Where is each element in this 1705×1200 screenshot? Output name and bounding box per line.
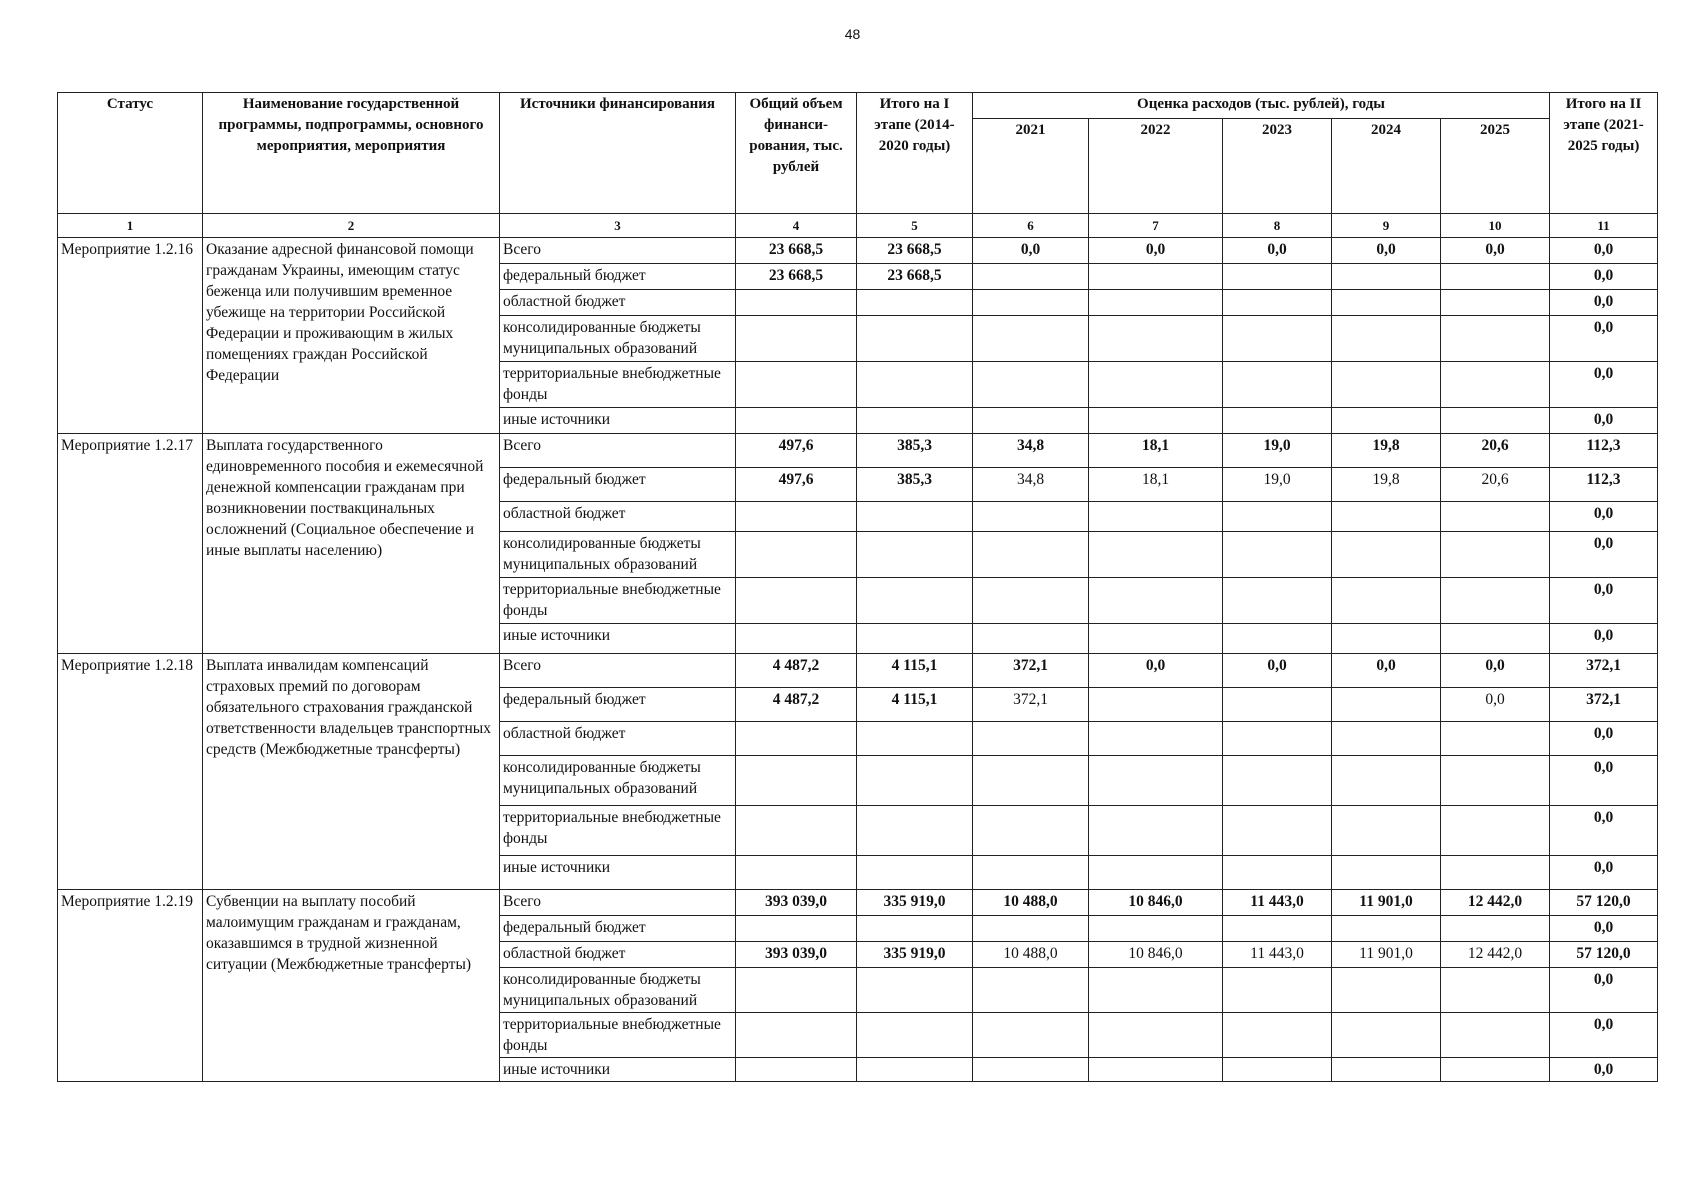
value-cell-y2022	[1089, 578, 1223, 624]
value-cell-y2023: 11 443,0	[1223, 942, 1332, 968]
value-cell-y2025	[1441, 756, 1550, 806]
value-cell-y2021	[973, 968, 1089, 1013]
value-cell-stage1	[857, 806, 973, 856]
activity-name-cell: Субвенции на выплату пособий малоимущим гражданам и гражданам, оказавшимся в трудной жизненной ситуации (Межбюджетные трансферты)	[203, 890, 500, 1082]
value-cell-total: 393 039,0	[736, 942, 857, 968]
source-cell: областной бюджет	[500, 942, 736, 968]
column-number: 7	[1089, 214, 1223, 238]
value-cell-y2024: 11 901,0	[1332, 890, 1441, 916]
table-row	[58, 434, 1658, 468]
value-cell-stage2: 0,0	[1550, 290, 1658, 316]
table-row	[58, 654, 1658, 688]
column-number: 9	[1332, 214, 1441, 238]
value-cell-y2024	[1332, 1013, 1441, 1058]
source-cell: Всего	[500, 238, 736, 264]
financing-table	[57, 92, 1658, 1082]
value-cell-y2021: 34,8	[973, 434, 1089, 468]
header-total-volume: Общий объем финанси-рования, тыс. рублей	[736, 93, 857, 214]
table-row	[58, 890, 1658, 916]
value-cell-y2022	[1089, 806, 1223, 856]
value-cell-y2022	[1089, 264, 1223, 290]
table-body	[58, 214, 1658, 1082]
value-cell-y2022: 0,0	[1089, 654, 1223, 688]
value-cell-y2021: 10 488,0	[973, 890, 1089, 916]
source-cell: иные источники	[500, 1058, 736, 1082]
value-cell-total	[736, 624, 857, 654]
value-cell-total	[736, 1013, 857, 1058]
value-cell-stage2: 0,0	[1550, 806, 1658, 856]
value-cell-y2025	[1441, 532, 1550, 578]
value-cell-y2021: 372,1	[973, 688, 1089, 722]
value-cell-y2022	[1089, 362, 1223, 408]
value-cell-y2022	[1089, 916, 1223, 942]
value-cell-stage1: 385,3	[857, 434, 973, 468]
value-cell-stage1	[857, 408, 973, 434]
value-cell-stage1	[857, 624, 973, 654]
header-year-2023: 2023	[1223, 118, 1332, 213]
header-year-2022: 2022	[1089, 118, 1223, 213]
column-number: 11	[1550, 214, 1658, 238]
value-cell-stage2: 112,3	[1550, 434, 1658, 468]
value-cell-stage1: 4 115,1	[857, 654, 973, 688]
value-cell-total: 4 487,2	[736, 688, 857, 722]
value-cell-y2024	[1332, 316, 1441, 362]
value-cell-y2022	[1089, 688, 1223, 722]
column-number: 3	[500, 214, 736, 238]
value-cell-stage2: 0,0	[1550, 624, 1658, 654]
header-stage2: Итого на II этапе (2021-2025 годы)	[1550, 93, 1658, 214]
column-number: 1	[58, 214, 203, 238]
value-cell-y2024	[1332, 916, 1441, 942]
status-cell: Мероприятие 1.2.19	[58, 890, 203, 1082]
value-cell-y2023	[1223, 362, 1332, 408]
source-cell: консолидированные бюджеты муниципальных образований	[500, 756, 736, 806]
activity-name-cell: Выплата инвалидам компенсаций страховых премий по договорам обязательного страхования гражданской ответственности владельцев транспортных средств (Межбюджетные трансферты)	[203, 654, 500, 890]
value-cell-stage2: 0,0	[1550, 756, 1658, 806]
value-cell-y2021	[973, 806, 1089, 856]
value-cell-y2025	[1441, 502, 1550, 532]
value-cell-y2024	[1332, 806, 1441, 856]
value-cell-total	[736, 806, 857, 856]
value-cell-y2022	[1089, 624, 1223, 654]
value-cell-stage2: 0,0	[1550, 532, 1658, 578]
value-cell-y2022: 18,1	[1089, 468, 1223, 502]
value-cell-y2023	[1223, 502, 1332, 532]
value-cell-y2021	[973, 722, 1089, 756]
status-cell: Мероприятие 1.2.16	[58, 238, 203, 434]
value-cell-y2023: 19,0	[1223, 434, 1332, 468]
value-cell-y2023: 0,0	[1223, 238, 1332, 264]
source-cell: территориальные внебюджетные фонды	[500, 806, 736, 856]
value-cell-stage2: 112,3	[1550, 468, 1658, 502]
value-cell-stage2: 372,1	[1550, 654, 1658, 688]
source-cell: федеральный бюджет	[500, 916, 736, 942]
value-cell-y2024: 0,0	[1332, 654, 1441, 688]
value-cell-y2025	[1441, 968, 1550, 1013]
source-cell: территориальные внебюджетные фонды	[500, 1013, 736, 1058]
value-cell-y2021	[973, 578, 1089, 624]
value-cell-y2024	[1332, 408, 1441, 434]
value-cell-y2025	[1441, 264, 1550, 290]
value-cell-y2024	[1332, 968, 1441, 1013]
value-cell-y2021: 0,0	[973, 238, 1089, 264]
value-cell-stage2: 0,0	[1550, 1013, 1658, 1058]
value-cell-stage1	[857, 1058, 973, 1082]
value-cell-stage1	[857, 916, 973, 942]
value-cell-stage2: 0,0	[1550, 316, 1658, 362]
value-cell-y2023	[1223, 688, 1332, 722]
value-cell-stage1: 335 919,0	[857, 890, 973, 916]
column-number-row	[58, 214, 1658, 238]
value-cell-stage2: 0,0	[1550, 238, 1658, 264]
value-cell-stage1: 385,3	[857, 468, 973, 502]
value-cell-y2023: 0,0	[1223, 654, 1332, 688]
source-cell: Всего	[500, 890, 736, 916]
value-cell-stage1	[857, 532, 973, 578]
value-cell-y2022	[1089, 502, 1223, 532]
value-cell-stage2: 0,0	[1550, 408, 1658, 434]
value-cell-y2021	[973, 1058, 1089, 1082]
value-cell-y2023	[1223, 806, 1332, 856]
source-cell: иные источники	[500, 408, 736, 434]
value-cell-y2024	[1332, 532, 1441, 578]
value-cell-y2023: 19,0	[1223, 468, 1332, 502]
column-number: 8	[1223, 214, 1332, 238]
header-status: Статус	[58, 93, 203, 214]
source-cell: Всего	[500, 434, 736, 468]
value-cell-y2025: 0,0	[1441, 688, 1550, 722]
value-cell-y2021: 10 488,0	[973, 942, 1089, 968]
value-cell-y2025	[1441, 856, 1550, 890]
value-cell-total	[736, 316, 857, 362]
value-cell-stage1	[857, 578, 973, 624]
value-cell-y2024	[1332, 688, 1441, 722]
value-cell-stage2: 0,0	[1550, 856, 1658, 890]
value-cell-y2022	[1089, 1013, 1223, 1058]
value-cell-y2023	[1223, 532, 1332, 578]
value-cell-y2022	[1089, 532, 1223, 578]
value-cell-stage1	[857, 968, 973, 1013]
value-cell-total: 497,6	[736, 468, 857, 502]
value-cell-stage1	[857, 856, 973, 890]
source-cell: федеральный бюджет	[500, 468, 736, 502]
value-cell-y2022	[1089, 968, 1223, 1013]
value-cell-y2024: 19,8	[1332, 468, 1441, 502]
value-cell-y2021: 34,8	[973, 468, 1089, 502]
value-cell-y2023: 11 443,0	[1223, 890, 1332, 916]
value-cell-y2022	[1089, 856, 1223, 890]
value-cell-y2024	[1332, 1058, 1441, 1082]
source-cell: иные источники	[500, 856, 736, 890]
value-cell-y2021	[973, 532, 1089, 578]
value-cell-y2022: 10 846,0	[1089, 942, 1223, 968]
value-cell-y2022	[1089, 756, 1223, 806]
page-number: 48	[844, 26, 861, 42]
value-cell-y2025	[1441, 316, 1550, 362]
value-cell-y2025	[1441, 1013, 1550, 1058]
value-cell-y2021	[973, 756, 1089, 806]
value-cell-y2024	[1332, 756, 1441, 806]
value-cell-y2024: 11 901,0	[1332, 942, 1441, 968]
value-cell-stage1	[857, 502, 973, 532]
value-cell-total	[736, 290, 857, 316]
value-cell-stage1	[857, 362, 973, 408]
source-cell: федеральный бюджет	[500, 688, 736, 722]
header-year-2021: 2021	[973, 118, 1089, 213]
value-cell-stage2: 0,0	[1550, 916, 1658, 942]
status-cell: Мероприятие 1.2.17	[58, 434, 203, 654]
value-cell-y2023	[1223, 1058, 1332, 1082]
source-cell: консолидированные бюджеты муниципальных образований	[500, 968, 736, 1013]
value-cell-y2025: 0,0	[1441, 238, 1550, 264]
value-cell-y2022: 0,0	[1089, 238, 1223, 264]
value-cell-total	[736, 502, 857, 532]
value-cell-y2025	[1441, 1058, 1550, 1082]
value-cell-y2021	[973, 362, 1089, 408]
value-cell-stage2: 57 120,0	[1550, 890, 1658, 916]
header-estimate: Оценка расходов (тыс. рублей), годы	[973, 93, 1550, 119]
value-cell-y2023	[1223, 968, 1332, 1013]
value-cell-y2023	[1223, 856, 1332, 890]
column-number: 5	[857, 214, 973, 238]
value-cell-y2022	[1089, 408, 1223, 434]
value-cell-y2022	[1089, 316, 1223, 362]
value-cell-stage1	[857, 1013, 973, 1058]
value-cell-total: 497,6	[736, 434, 857, 468]
value-cell-stage1	[857, 756, 973, 806]
column-number: 6	[973, 214, 1089, 238]
activity-name-cell: Оказание адресной финансовой помощи гражданам Украины, имеющим статус беженца или получившим временное убежище на территории Российской Федерации и проживающим в жилых помещениях граждан Российской Федерации	[203, 238, 500, 434]
value-cell-total	[736, 856, 857, 890]
value-cell-stage2: 0,0	[1550, 502, 1658, 532]
value-cell-y2025	[1441, 408, 1550, 434]
value-cell-total: 23 668,5	[736, 264, 857, 290]
header-year-2024: 2024	[1332, 118, 1441, 213]
value-cell-y2025: 0,0	[1441, 654, 1550, 688]
value-cell-y2023	[1223, 722, 1332, 756]
value-cell-y2022: 18,1	[1089, 434, 1223, 468]
value-cell-y2025	[1441, 290, 1550, 316]
value-cell-stage2: 0,0	[1550, 264, 1658, 290]
value-cell-y2023	[1223, 290, 1332, 316]
source-cell: Всего	[500, 654, 736, 688]
value-cell-y2021	[973, 624, 1089, 654]
value-cell-y2024	[1332, 624, 1441, 654]
value-cell-y2025	[1441, 624, 1550, 654]
value-cell-y2022: 10 846,0	[1089, 890, 1223, 916]
value-cell-stage1: 23 668,5	[857, 238, 973, 264]
value-cell-stage1: 23 668,5	[857, 264, 973, 290]
value-cell-total	[736, 1058, 857, 1082]
value-cell-stage2: 0,0	[1550, 1058, 1658, 1082]
value-cell-y2025	[1441, 806, 1550, 856]
value-cell-y2024	[1332, 362, 1441, 408]
value-cell-y2021	[973, 1013, 1089, 1058]
value-cell-stage2: 57 120,0	[1550, 942, 1658, 968]
source-cell: консолидированные бюджеты муниципальных образований	[500, 316, 736, 362]
value-cell-total	[736, 916, 857, 942]
status-cell: Мероприятие 1.2.18	[58, 654, 203, 890]
source-cell: иные источники	[500, 624, 736, 654]
value-cell-stage1	[857, 722, 973, 756]
value-cell-y2024	[1332, 578, 1441, 624]
value-cell-y2022	[1089, 290, 1223, 316]
value-cell-y2024: 19,8	[1332, 434, 1441, 468]
value-cell-y2024	[1332, 290, 1441, 316]
header-name: Наименование государственной программы, подпрограммы, основного мероприятия, мероприятия	[203, 93, 500, 214]
value-cell-total: 4 487,2	[736, 654, 857, 688]
value-cell-y2025: 20,6	[1441, 468, 1550, 502]
table-row	[58, 238, 1658, 264]
value-cell-y2021	[973, 856, 1089, 890]
value-cell-stage1	[857, 316, 973, 362]
value-cell-stage1: 4 115,1	[857, 688, 973, 722]
value-cell-y2025	[1441, 916, 1550, 942]
value-cell-stage1: 335 919,0	[857, 942, 973, 968]
value-cell-y2021	[973, 290, 1089, 316]
value-cell-y2025	[1441, 578, 1550, 624]
value-cell-total	[736, 722, 857, 756]
value-cell-stage2: 0,0	[1550, 722, 1658, 756]
value-cell-total	[736, 532, 857, 578]
value-cell-y2021	[973, 408, 1089, 434]
value-cell-total	[736, 408, 857, 434]
value-cell-y2023	[1223, 408, 1332, 434]
value-cell-y2023	[1223, 916, 1332, 942]
activity-name-cell: Выплата государственного единовременного пособия и ежемесячной денежной компенсации гражданам при возникновении поствакцинальных осложнений (Социальное обеспечение и иные выплаты населению)	[203, 434, 500, 654]
value-cell-y2023	[1223, 624, 1332, 654]
source-cell: территориальные внебюджетные фонды	[500, 578, 736, 624]
value-cell-y2025	[1441, 722, 1550, 756]
value-cell-y2021	[973, 316, 1089, 362]
header-stage1: Итого на I этапе (2014-2020 годы)	[857, 93, 973, 214]
value-cell-total	[736, 756, 857, 806]
value-cell-total	[736, 362, 857, 408]
value-cell-y2024	[1332, 722, 1441, 756]
value-cell-stage2: 372,1	[1550, 688, 1658, 722]
source-cell: областной бюджет	[500, 502, 736, 532]
value-cell-y2024: 0,0	[1332, 238, 1441, 264]
value-cell-total	[736, 968, 857, 1013]
value-cell-y2025	[1441, 362, 1550, 408]
value-cell-y2024	[1332, 264, 1441, 290]
value-cell-stage1	[857, 290, 973, 316]
value-cell-y2023	[1223, 1013, 1332, 1058]
value-cell-y2024	[1332, 856, 1441, 890]
value-cell-y2024	[1332, 502, 1441, 532]
value-cell-y2023	[1223, 756, 1332, 806]
value-cell-y2025: 12 442,0	[1441, 942, 1550, 968]
value-cell-stage2: 0,0	[1550, 578, 1658, 624]
value-cell-total: 393 039,0	[736, 890, 857, 916]
value-cell-y2022	[1089, 1058, 1223, 1082]
header-year-2025: 2025	[1441, 118, 1550, 213]
source-cell: областной бюджет	[500, 290, 736, 316]
value-cell-y2021: 372,1	[973, 654, 1089, 688]
source-cell: консолидированные бюджеты муниципальных образований	[500, 532, 736, 578]
value-cell-y2021	[973, 502, 1089, 532]
value-cell-y2023	[1223, 316, 1332, 362]
value-cell-stage2: 0,0	[1550, 968, 1658, 1013]
value-cell-y2021	[973, 916, 1089, 942]
column-number: 4	[736, 214, 857, 238]
value-cell-y2023	[1223, 578, 1332, 624]
value-cell-y2023	[1223, 264, 1332, 290]
value-cell-y2025: 12 442,0	[1441, 890, 1550, 916]
column-number: 2	[203, 214, 500, 238]
column-number: 10	[1441, 214, 1550, 238]
source-cell: территориальные внебюджетные фонды	[500, 362, 736, 408]
value-cell-stage2: 0,0	[1550, 362, 1658, 408]
source-cell: областной бюджет	[500, 722, 736, 756]
value-cell-y2021	[973, 264, 1089, 290]
value-cell-total: 23 668,5	[736, 238, 857, 264]
source-cell: федеральный бюджет	[500, 264, 736, 290]
value-cell-total	[736, 578, 857, 624]
value-cell-y2025: 20,6	[1441, 434, 1550, 468]
header-sources: Источники финансирования	[500, 93, 736, 214]
value-cell-y2022	[1089, 722, 1223, 756]
